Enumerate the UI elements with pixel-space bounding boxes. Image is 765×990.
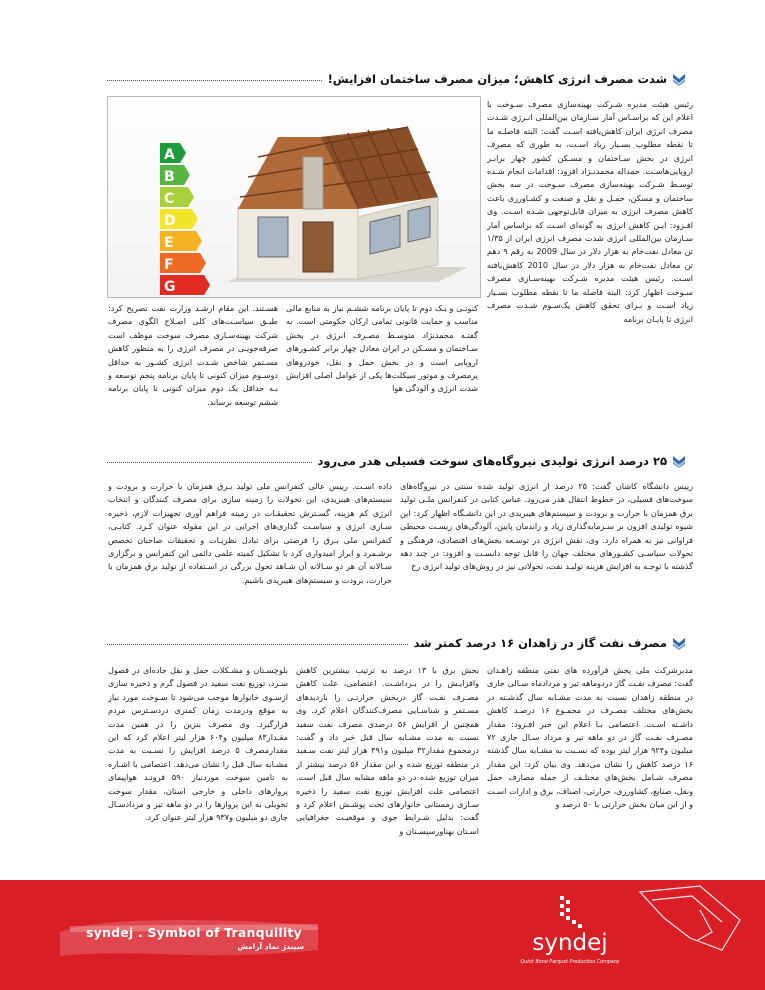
energy-letter-b: B	[164, 169, 175, 185]
section2-column-right: رییس دانشگاه کاشان گفت: ۲۵ درصد از انرژی تولید شده سنتی در نیروگاه‌های سوخت‌های فسیلی، در خطوط انتقال هدر می‌رود. عباس کتابی در کنفرانس ملـی تولید برق همزمان با حرارت و برودت و سیستم‌های هیبریدی در این دانشـگاه اظهار کرد: این شیوه تولیدی افزون بر سـرمایه‌گذاری زیاد و راندمان پایین، آلودگی‌های زیسـت محیطی فراوانی نیز به همراه دارد. وی، نقش انرژی در توسـعه بخش‌های اقتصادی، فرهنگی و تحولات سیاسـی کشـورهای مختلف جهان را قابل توجه دانسـت و افزود: در چند دهه گذشته با توجـه به افزایش هزینه تولیـد نفت، تحولاتی نیز در روش‌های تولید انرژی رخ	[400, 481, 693, 572]
section3-column-middle: بخش برق با ۱۳ درصد به ترتیب بیشترین کاهش وافزایـش را در بـرداشـت. اعتصامی، علت کاهش مصـرف نفـت گاز دربخش حرارتـی را بازدیدهای مسـتمر و شناسـایی مصرف‌کنندگان اعلام کرد. وی همچنین از افزایش ۵۶ درصدی مصرف نفت سفید نسبت به مدت مشـابه سال قبل خبر داد و گفت: درمجموع مقدار۳۲ میلیون و۴۹۱ هزار لیتر نفت سـفید در منطقه توزیع شده و این مقدار ۵۶ درصد بیشتر از میزان توزیع شده در دو ماهه مشابه سال قبل است. اعتصامی علت افزایش توزیع نفت سفید را ذخیره سـازی زمستانی خانوارهای تحت پوشـش اعلام کرد و گفت: بدلیل شـرایط جوی و موقعیـت جغرافیایی اسـتان بهناورسیسـتان و	[296, 665, 479, 836]
section1-column-middle: کنونـی و یـک دوم تا پایان برنامه ششـم نیاز به منابع مالی مناسب و حمایت قانونی تمامی ارکان حکومتی است. به گفتـه محمدنژاد متوسـط مصـرف انرژی در بخش سـاختمان و مسـکن در ایران معادل چهار برابر کشـورهای اروپایی است و در بخش حمل و نقل، خودروهای پرمصرف و موتور سیکلت‌ها یکی از عوامل اصلی افزایش شدت انرژی و آلودگی هوا	[286, 303, 478, 394]
logo-mark-icon	[520, 892, 620, 932]
section1-title: شدت مصرف انرژی کاهش؛ میزان مصرف ساختمان افزایش!	[327, 72, 667, 86]
section1-heading	[107, 68, 687, 90]
heading-divider	[107, 462, 312, 463]
section1-column-left: هسـتند. این مقام ارشـد وزارت نفت تصریح کرد: طبـق سیاسـت‌های کلی اصـلاح الگوی مصرف شرکت بهینه‌سـازی مصرف سوخت موظف است صرفه‌جویـی در مصرف انرژی را به منظور کاهش مسـتمر شاخص شـدت انرژی کشـور به حداقل دوسـوم میزان کنونی تا پایان برنامه پنجم توسعه و بـه حداقل یک دوم میزان کنونی تا پایان برنامه ششم توسعه برساند.	[108, 303, 278, 407]
heading-divider	[107, 644, 408, 645]
logo-wordmark: syndej	[532, 930, 608, 956]
energy-letter-a: A	[164, 147, 175, 163]
house-energy-graphic	[108, 97, 480, 297]
energy-letter-d: D	[164, 213, 176, 229]
section2-title: ۲۵ درصد انرژی تولیدی نیروگاه‌های سوخت فسیلی هدر می‌رود	[317, 454, 667, 468]
syndej-logo	[520, 892, 640, 972]
slogan-persian: سیندژ نماد آرامش	[237, 942, 304, 951]
slogan-english: syndej . Symbol of Tranquility	[86, 925, 302, 940]
energy-letter-e: E	[164, 235, 174, 251]
section2-column-left: داده اسـت. رییس عالی کنفرانس ملی تولید بـرق همزمان با حرارت و برودت و سیستم‌های هیبریدی، این تحولات را زمینه سازی برای مصرف کنندگان و انتخاب انرژی کم هزینه، گسـترش تحقیقـات در زمینه فراهم آوری تجهیزات لازم، ذخیره سـازی انرژی و سیاسـت گذاری‌های اجرایی در این مقوله عنوان کـرد. کتابـی، کنفرانس ملی بـرق را فرصتی برای تبادل نظریـات و تحقیقات صاحبان تخصص برشـمرد و ابراز امیدواری کرد با تشکیل کمیته علمی دائمی این کنفرانس و برگزاری سـالانه آن هر دو سـالانه آن شـاهد تحول بزرگی در اسـتفاده از تولید برق همزمان با حرارت، برودت و سیستم‌های هیبریدی باشیم.	[108, 481, 392, 585]
section2-heading	[107, 450, 687, 472]
energy-house-illustration	[107, 96, 481, 298]
section3-column-left: بلوچسـتان و مشـکلات حمل و نقل جاده‌ای در فصول سـرد، توزیع نفت سفید در فصول گرم و ذخیره سازی ازسـوی خانوارها موجب می‌شود تا سـوخت مورد نیاز به موقع ودرمدت زمان کمتری دردسـترس مردم قرارگیرد. وی مصرف بنزین را در همین مدت مقـدار۸۳ میلیون و۶۰۴ هزار لیتر اعلام کرد که این مقدارمصرف ۵ درصد افزایش را نسـبت به مدت مشـابه سال قبل را نشان می‌دهد. اعتصامی با اشـاره به تامین سوخت موردنیاز ۵۹۰ فرونـد هواپیمای پروازهای داخلی و خارجی استان، مقدار سوخت تحویلی به این پروازها را در دو ماهه تیر و مردادسـال جاری دو میلیون و۹۳۷ هزار لیتر عنوان کرد.	[108, 665, 288, 823]
heading-divider	[107, 80, 322, 81]
section3-title: مصرف نفت گاز در زاهدان ۱۶ درصد کمتر شد	[413, 636, 667, 650]
section3-heading	[107, 632, 687, 654]
footer-slogan	[72, 922, 328, 956]
section3-column-right: مدیرشرکت ملی پخش فرآورده های نفتی منطقه زاهـدان گفت: مصرف نفـت گاز دردوماهه تیر و مرداد‌ماه سـالی جاری در منطقه زاهدان نسبت به مدت مشـابه سال گذشـته در بخش‌های مختلف مصـرف در مجمـوع ۱۶ درصـد کاهش داشـته اسـت. اعتصامی بـا اعلام این خبر افـزود: مقدار مصـرف نفـت گاز در دو ماهه تیر و مرداد سـال جاری ۷۲ میلیون و۹۲۴ هزار لیتر بوده که نسـبت به مشـابه سال گذشته ۱۶ درصد کاهش را نشان می‌دهد. وی بیان کرد: این مقدار مصرف شـامل بخش‌های مختلـف از جمله مصارف حمل ونقل، صنایع، کشاورزی، حرارتی، اصناف، برق و ادارات اسـت و از این میان بخش حرارتی با ۵۰ درصد و	[487, 665, 693, 810]
energy-letter-f: F	[164, 257, 174, 273]
section1-column-right: رئیس هیئت مدیره شـرکت بهینه‌سازی مصرف سـوخت با اعلام این که براسـاس آمار سـازمان بین‌المللی انـرژی شـدت مصرف انرژی ایران کاهش‌یافته اسـت گفت: البته فاصلـه ما تا نقطه مطلوب بسـیار زیاد اسـت، به طوری که مصرف انرژی در بخش سـاختمان و مسـکن کشور چهار برابـر اروپایی‌هاسـت. حمداله محمدنـژاد افزود: اقدامات انجام شـده توسـط شـرکت بهینه‌سازی مصرف سـوخت در سه بخش ساختمان و مسکن، حمـل و نقل و صنعت و کشـاورزی باعث کاهش مصرف انرژی به میزان قابل‌توجهی شـده اسـت. وی افـزود: ایـن کاهش انرژی به گونه‌ای اسـت که براساس آمار سـازمان بین‌المللی انرژی شدت مصرف انرژی ایران از ۱/۳۵ تن معادل نفت‌خام به هزار دلار در سال 2009 به رقم ۹ دهم تن معادل نفت‌خام به هزار دلار در سال 2010 کاهش‌یافته اسـت. رئیس هیئت مدیره شـرکت بهینه‌سـازی مصرف سـوخت اظهار کرد: البته فاصله ما تا نقطه مطلوب بسـیار زیاد اسـت و بـرای تحقق کاهش یک‌سـوم شـدت مصرف انرژی تا پایـان برنامه	[487, 99, 693, 324]
chevron-down-icon	[671, 453, 687, 469]
energy-letter-g: G	[164, 279, 176, 295]
logo-tagline: Quick Bond Parquet Production Company	[520, 960, 620, 965]
chevron-down-icon	[671, 71, 687, 87]
chevron-down-icon	[671, 635, 687, 651]
energy-letter-c: C	[164, 191, 175, 207]
